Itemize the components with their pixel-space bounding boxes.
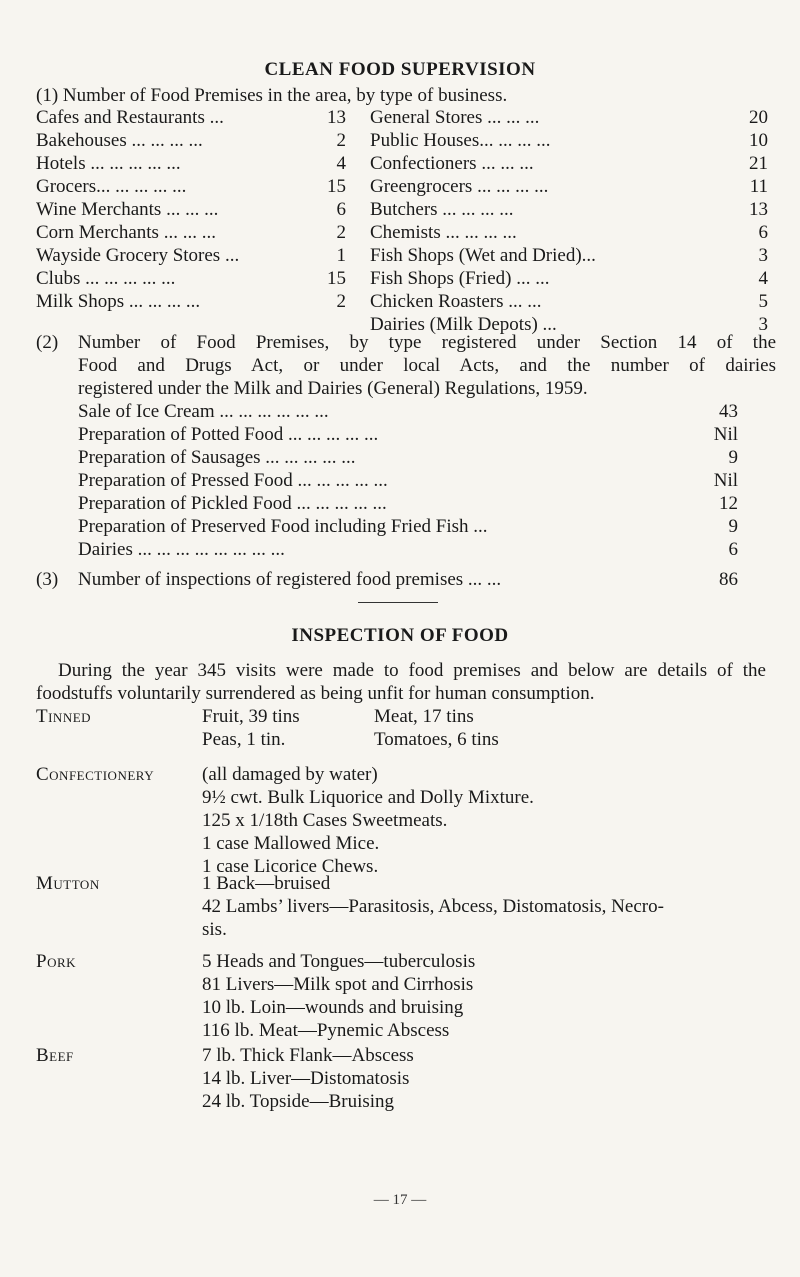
detail-line: 14 lb. Liver—Distomatosis (202, 1068, 410, 1089)
list-item: Chemists ... ... ... ... 6 (370, 222, 768, 243)
section2-line: registered under the Milk and Dairies (General) Regulations, 1959. (78, 378, 588, 399)
detail-line: 42 Lambs’ livers—Parasitosis, Abcess, Distomatosis, Necro- (202, 896, 664, 917)
list-item: Hotels ... ... ... ... ... 4 (36, 153, 346, 174)
tinned-details (202, 705, 602, 751)
beef-details (202, 1044, 772, 1113)
detail-line: 9½ cwt. Bulk Liquorice and Dolly Mixture. (202, 787, 534, 808)
list-item: Preparation of Potted Food ... ... ... ... ... Nil (78, 424, 738, 445)
section2-line: Food and Drugs Act, or under local Acts, and the number of dairies (78, 355, 776, 376)
list-item: Dairies ... ... ... ... ... ... ... ... 6 (78, 539, 738, 560)
list-item: Cafes and Restaurants ... 13 (36, 107, 346, 128)
intro-paragraph: During the year 345 visits were made to food premises and below are details of the foodstuffs voluntarily surrendered as being unfit for human consumption. (36, 660, 766, 704)
detail-line: Tomatoes, 6 tins (374, 729, 499, 750)
category-mutton: Mutton (36, 873, 100, 894)
list-item: Corn Merchants ... ... ... 2 (36, 222, 346, 243)
list-item: Fish Shops (Wet and Dried)... 3 (370, 245, 768, 266)
list-item: Preparation of Preserved Food including Fried Fish ... 9 (78, 516, 738, 537)
mutton-details (202, 872, 772, 941)
detail-line: 7 lb. Thick Flank—Abscess (202, 1045, 414, 1066)
list-item: Wine Merchants ... ... ... 6 (36, 199, 346, 220)
list-item: Grocers... ... ... ... ... 15 (36, 176, 346, 197)
detail-line: 1 case Mallowed Mice. (202, 833, 380, 854)
detail-line: 1 case Licorice Chews. (202, 856, 379, 877)
inspection-intro (36, 659, 766, 705)
list-item: Confectioners ... ... ... 21 (370, 153, 768, 174)
list-item: Preparation of Pressed Food ... ... ... ... ... Nil (78, 470, 738, 491)
detail-line: Meat, 17 tins (374, 706, 474, 727)
list-item: Butchers ... ... ... ... 13 (370, 199, 768, 220)
list-item: Milk Shops ... ... ... ... 2 (36, 291, 346, 312)
list-item: Fish Shops (Fried) ... ... 4 (370, 268, 768, 289)
section2-text (78, 331, 776, 400)
premises-list-left (36, 106, 346, 313)
section3 (36, 568, 738, 591)
category-confectionery: Confectionery (36, 764, 155, 785)
list-item: Preparation of Sausages ... ... ... ... ... 9 (78, 447, 738, 468)
detail-line: 125 x 1/18th Cases Sweetmeats. (202, 810, 448, 831)
list-item: Sale of Ice Cream ... ... ... ... ... ... 43 (78, 401, 738, 422)
page-title: CLEAN FOOD SUPERVISION (264, 59, 536, 80)
detail-line: sis. (202, 919, 227, 940)
section3-number: (3) (36, 569, 59, 590)
list-item: Clubs ... ... ... ... ... 15 (36, 268, 346, 289)
divider (358, 602, 438, 603)
detail-line: Fruit, 39 tins (202, 706, 300, 727)
list-item: Public Houses... ... ... ... 10 (370, 130, 768, 151)
list-item: Preparation of Pickled Food ... ... ... ... ... 12 (78, 493, 738, 514)
detail-line: 116 lb. Meat—Pynemic Abscess (202, 1020, 450, 1041)
list-item: Number of inspections of registered food premises ... ... 86 (78, 569, 738, 590)
detail-line: 81 Livers—Milk spot and Cirrhosis (202, 974, 474, 995)
page-number: — 17 — (373, 1192, 427, 1208)
category-pork: Pork (36, 951, 77, 972)
list-item: Wayside Grocery Stores ... 1 (36, 245, 346, 266)
section-title: INSPECTION OF FOOD (291, 625, 509, 646)
detail-line: (all damaged by water) (202, 764, 378, 785)
category-beef: Beef (36, 1045, 74, 1066)
confectionery-details (202, 763, 772, 878)
detail-line: 1 Back—bruised (202, 873, 331, 894)
list-item: Dairies (Milk Depots) ... 3 (370, 314, 768, 335)
detail-line: 5 Heads and Tongues—tuberculosis (202, 951, 476, 972)
registered-premises-list (78, 400, 738, 561)
section2-number: (2) (36, 332, 59, 353)
category-tinned: Tinned (36, 706, 92, 727)
detail-line: Peas, 1 tin. (202, 729, 286, 750)
detail-line: 24 lb. Topside—Bruising (202, 1091, 395, 1112)
list-item: General Stores ... ... ... 20 (370, 107, 768, 128)
list-item: Greengrocers ... ... ... ... 11 (370, 176, 768, 197)
list-item: Chicken Roasters ... ... 5 (370, 291, 768, 312)
list-item: Bakehouses ... ... ... ... 2 (36, 130, 346, 151)
premises-list-right (370, 106, 768, 336)
section2-line: Number of Food Premises, by type registered under Section 14 of the (78, 332, 776, 353)
section1-lead: (1) Number of Food Premises in the area, by type of business. (36, 85, 508, 106)
pork-details (202, 950, 772, 1042)
detail-line: 10 lb. Loin—wounds and bruising (202, 997, 464, 1018)
